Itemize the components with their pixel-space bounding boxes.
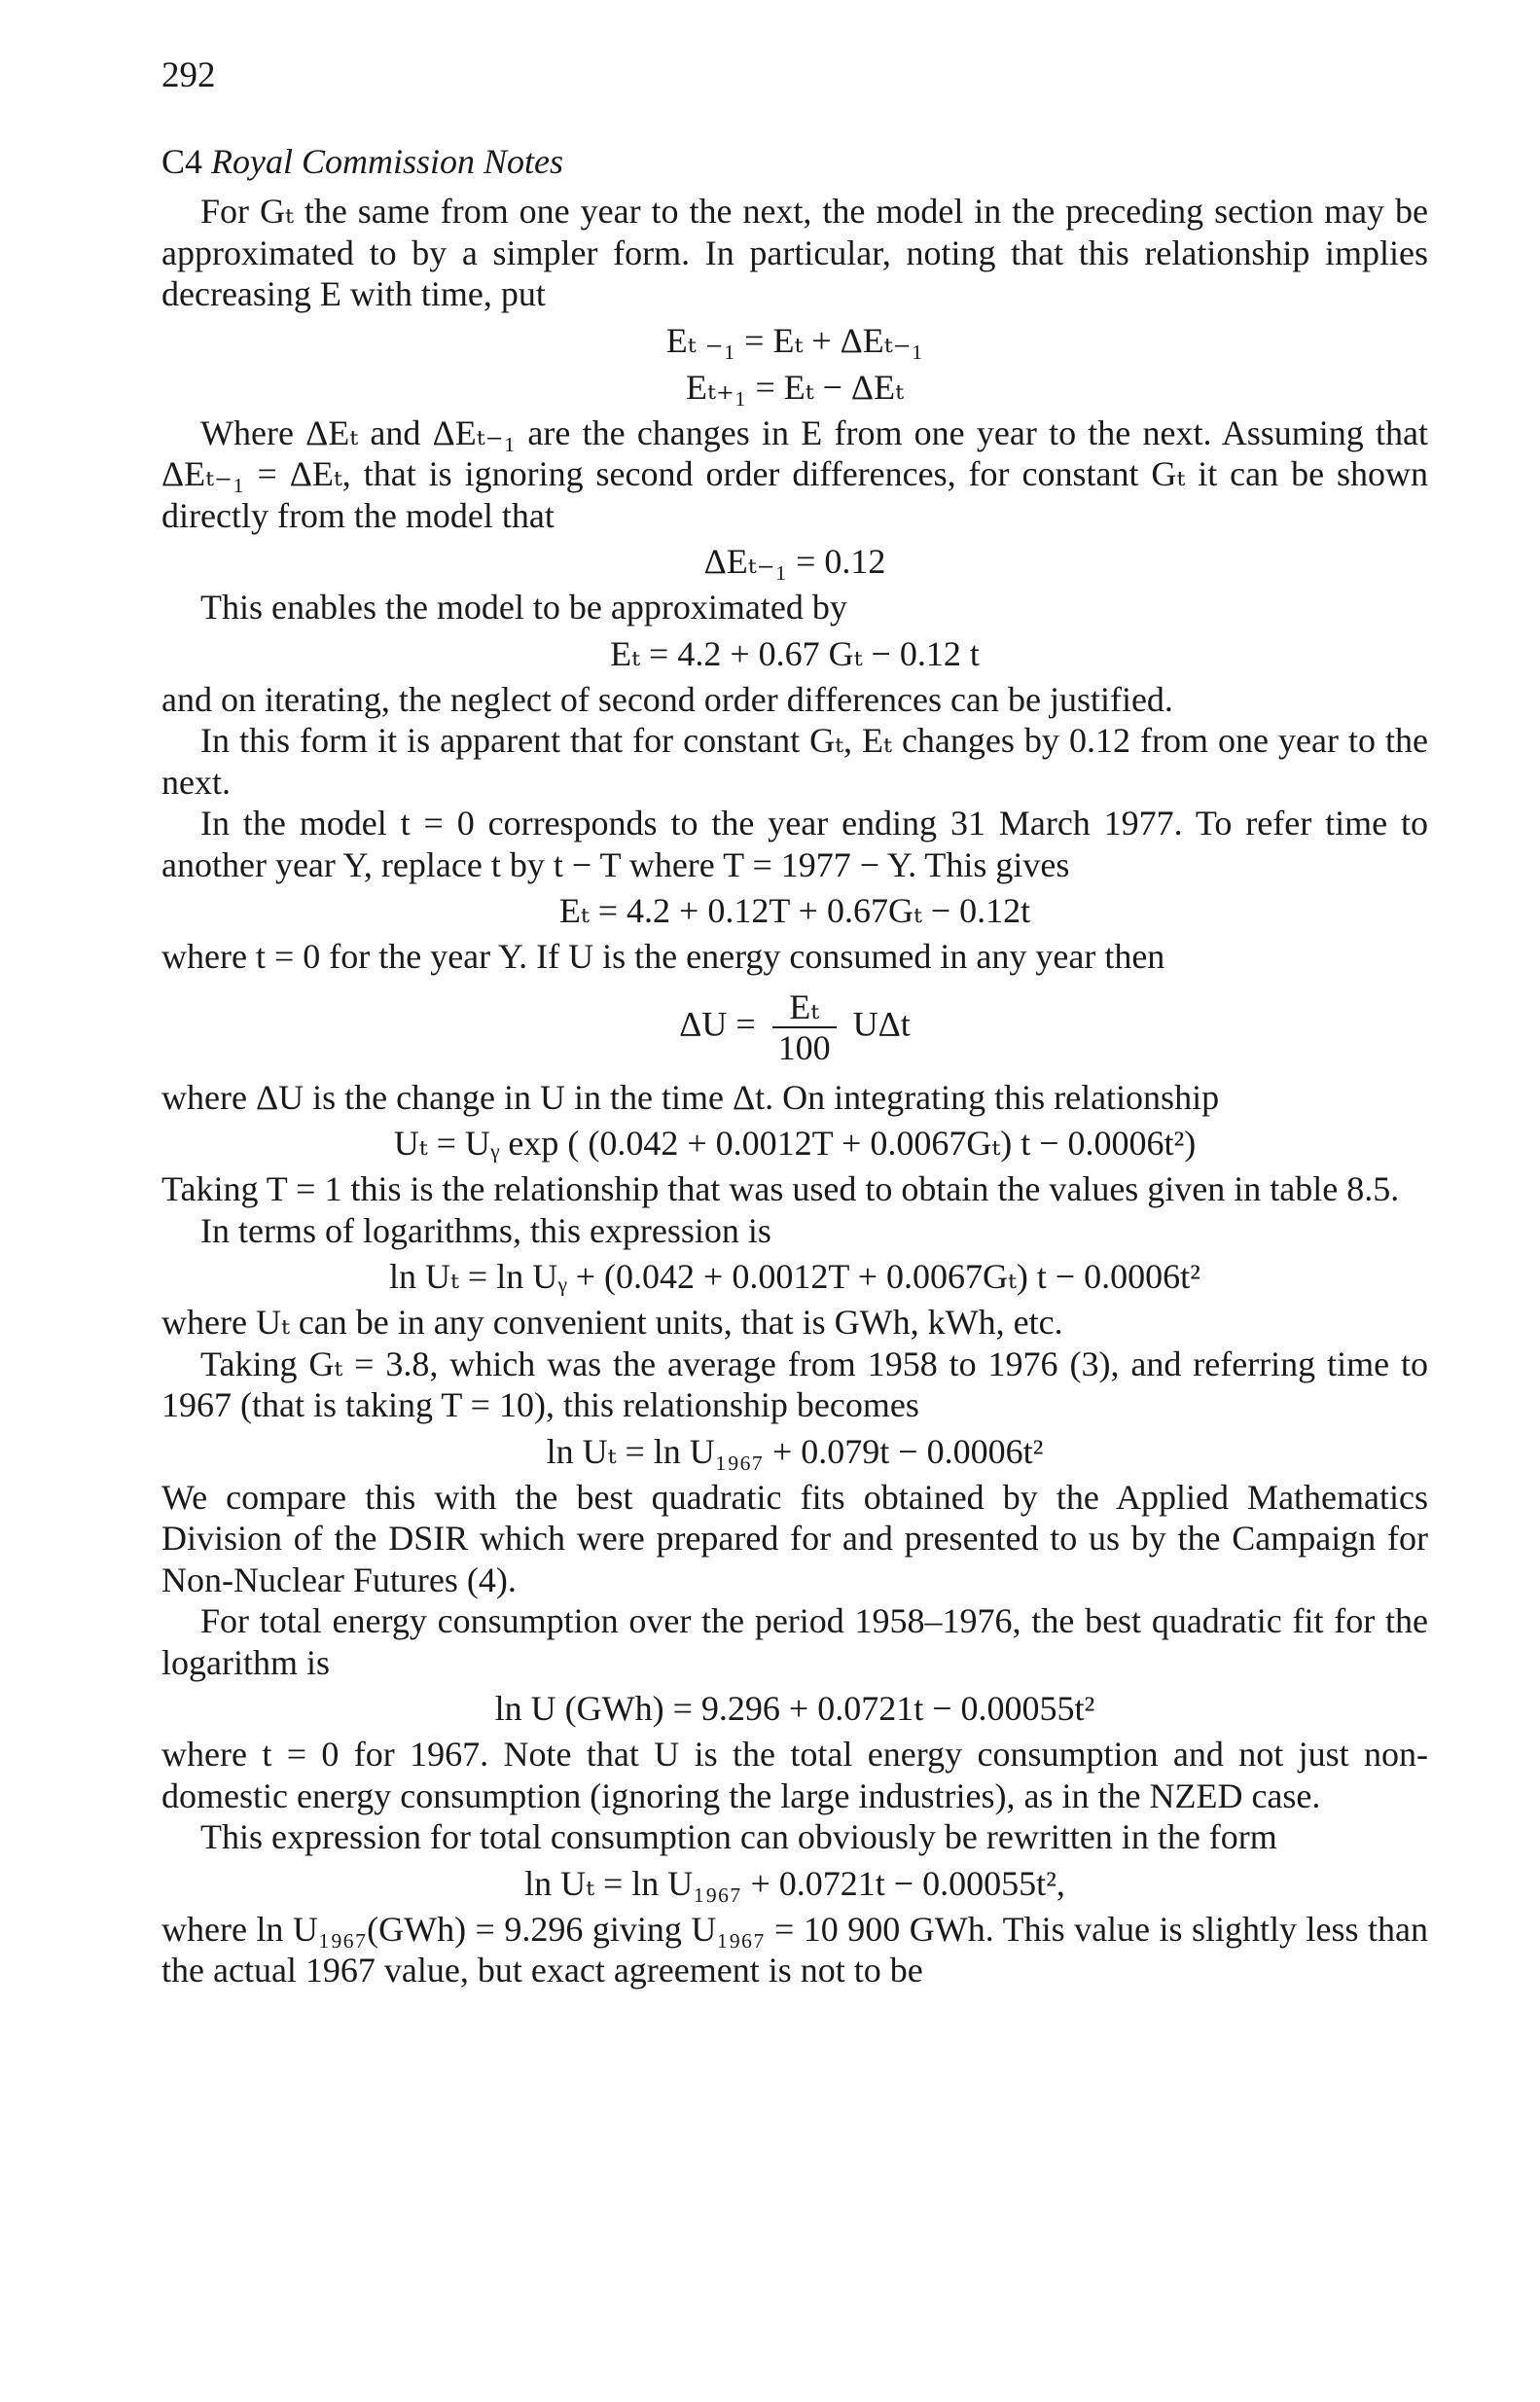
equation: ln Uₜ = ln U₁₉₆₇ + 0.0721t − 0.00055t², [524,1863,1065,1903]
running-head [161,140,1428,183]
equation-lhs: ΔU = [679,1003,756,1043]
fraction-denominator: 100 [777,1027,831,1067]
paragraph: Where ΔEₜ and ΔEₜ₋₁ are the changes in E from one year to the next. Assuming that ΔEₜ₋₁ = ΔEₜ, that is ignoring second order differences, for constant Gₜ it can be shown directly from the model that [161,412,1428,535]
equation: ΔEₜ₋₁ = 0.12 [703,542,886,581]
paragraph: This expression for total consumption can obviously be rewritten in the form [200,1817,1277,1856]
paragraph: In the model t = 0 corresponds to the year ending 31 March 1977. To refer time to another year Y, replace t by t − T where T = 1977 − Y. This gives [161,804,1428,884]
paragraph: In terms of logarithms, this expression is [200,1210,771,1250]
section-title: Royal Commission Notes [211,142,564,181]
paragraph: where t = 0 for the year Y. If U is the energy consumed in any year then [161,937,1165,976]
equation: ln Uₜ = ln U₁₉₆₇ + 0.079t − 0.0006t² [546,1431,1044,1471]
paragraph: For Gₜ the same from one year to the next, the model in the preceding section may be approximated to by a simpler form. In particular, noting that this relationship implies decreasing E with time, put [161,192,1428,313]
paragraph: where ln U₁₉₆₇(GWh) = 9.296 giving U₁₉₆₇ = 10 900 GWh. This value is slightly less than the actual 1967 value, but exact agreement is not to be [161,1909,1428,1990]
equation: Eₜ ₋₁ = Eₜ + ΔEₜ₋₁ [665,320,924,360]
equation: Eₜ = 4.2 + 0.67 Gₜ − 0.12 t [610,633,980,673]
section-number: C4 [161,142,203,181]
paragraph: where t = 0 for 1967. Note that U is the total energy consumption and not just non-domestic energy consumption (ignoring the large industries), as in the NZED case. [161,1735,1428,1815]
body-text [161,191,1428,1991]
equation: Eₜ₊₁ = Eₜ − ΔEₜ [686,367,904,407]
paragraph: Taking T = 1 this is the relationship that was used to obtain the values given in table 8.5. [161,1169,1400,1208]
paragraph: where ΔU is the change in U in the time Δt. On integrating this relationship [161,1077,1220,1117]
paragraph: and on iterating, the neglect of second order differences can be justified. [161,679,1173,719]
fraction [772,987,837,1067]
paragraph: Taking Gₜ = 3.8, which was the average from 1958 to 1976 (3), and referring time to 1967 (that is taking T = 10), this relationship becomes [161,1344,1428,1424]
fraction-equation [161,987,1428,1067]
equation: Uₜ = Uᵧ exp ( (0.042 + 0.0012T + 0.0067Gₜ) t − 0.0006t²) [393,1124,1197,1163]
equation: ln U (GWh) = 9.296 + 0.0721t − 0.00055t² [494,1689,1095,1728]
equation-rhs: UΔt [852,1003,911,1043]
equation: ln Uₜ = ln Uᵧ + (0.042 + 0.0012T + 0.0067Gₜ) t − 0.0006t² [389,1257,1200,1296]
paragraph: where Uₜ can be in any convenient units, that is GWh, kWh, etc. [161,1303,1063,1342]
paragraph: For total energy consumption over the period 1958–1976, the best quadratic fit for the logarithm is [161,1601,1428,1682]
page-number: 292 [161,55,216,95]
equation: Eₜ = 4.2 + 0.12T + 0.67Gₜ − 0.12t [558,891,1031,930]
paragraph: We compare this with the best quadratic fits obtained by the Applied Mathematics Division of the DSIR which were prepared for and presented to us by the Campaign for Non-Nuclear Futures (4). [161,1477,1428,1599]
paragraph: This enables the model to be approximated by [200,588,847,627]
fraction-numerator: Eₜ [772,987,837,1028]
paragraph: In this form it is apparent that for constant Gₜ, Eₜ changes by 0.12 from one year to the next. [161,721,1428,802]
